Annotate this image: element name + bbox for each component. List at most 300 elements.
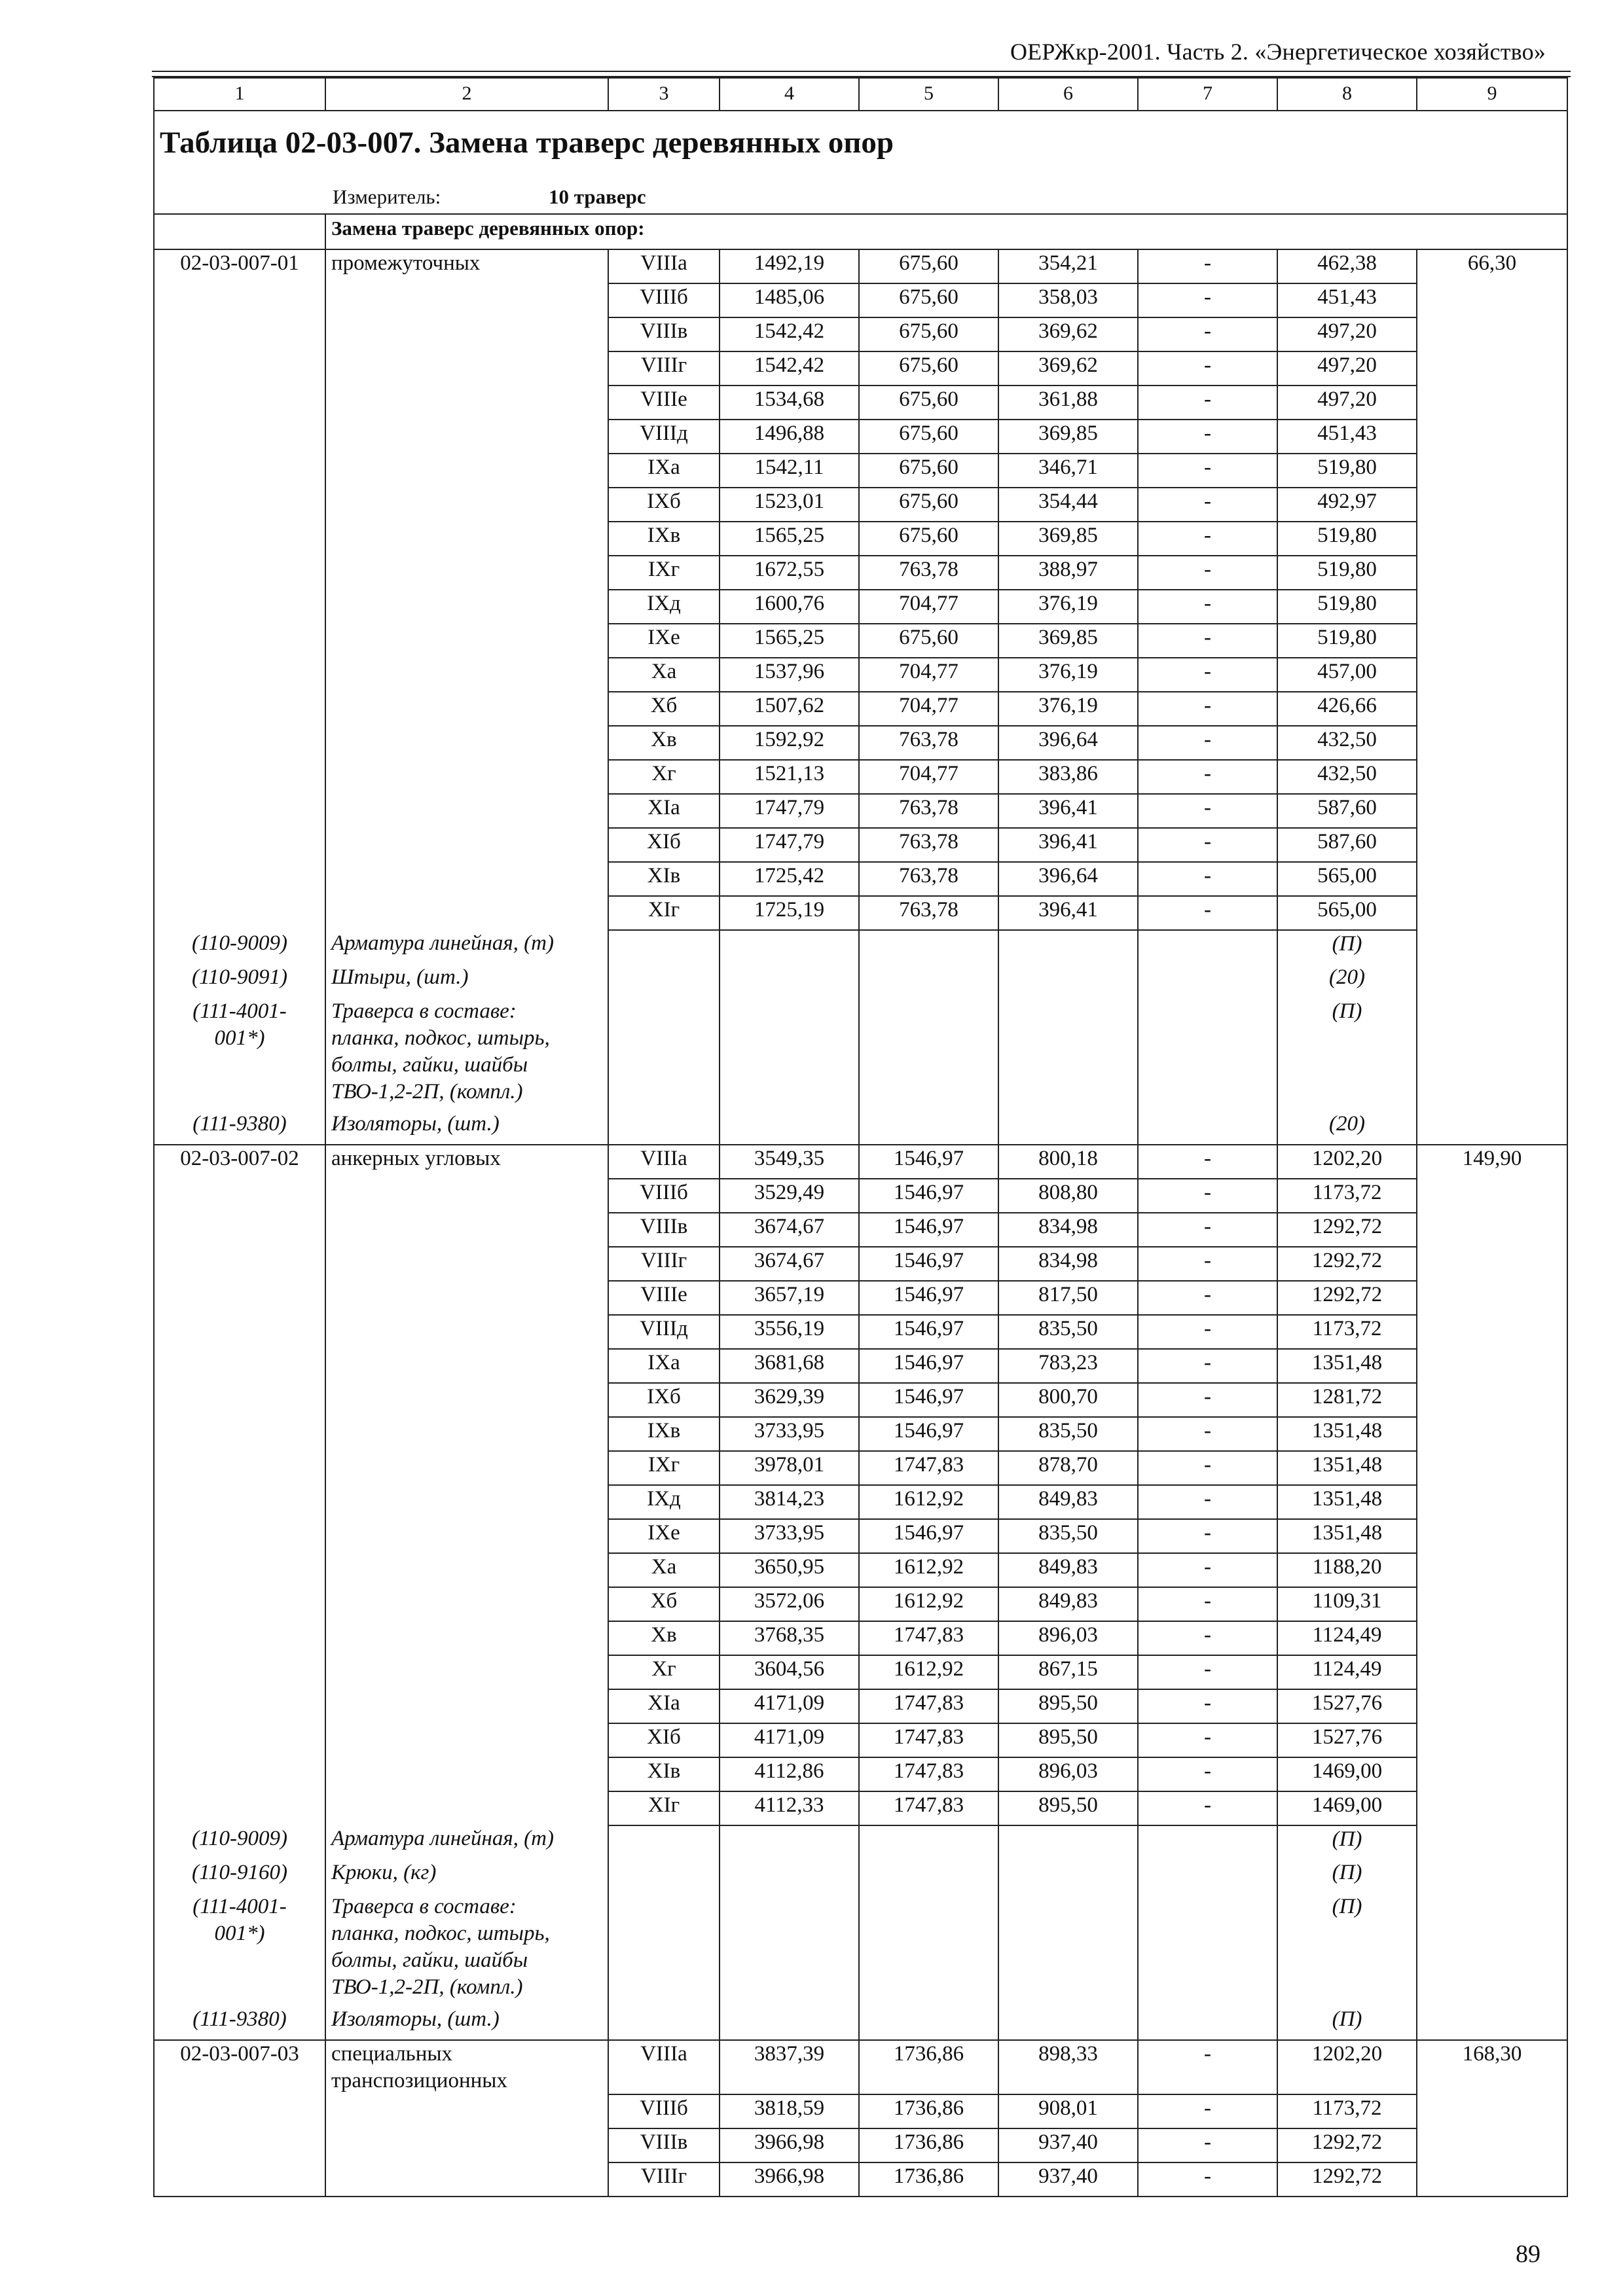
materials-cost: 492,97: [1277, 488, 1417, 522]
table-row: [154, 488, 1567, 522]
pole-type: IXе: [608, 1519, 720, 1553]
driver-wages: -: [1138, 249, 1277, 283]
table-row: [154, 1723, 1567, 1757]
empty-cell: [325, 1791, 608, 1825]
empty-cell: [325, 1723, 608, 1757]
header-rule: [152, 71, 1571, 72]
pole-type: VIIIв: [608, 317, 720, 351]
labor-wages: 763,78: [859, 556, 998, 590]
empty-cell: [154, 1587, 325, 1621]
labor-wages: 1747,83: [859, 1689, 998, 1723]
driver-wages: -: [1138, 2094, 1277, 2128]
table-row: [154, 249, 1567, 283]
resource-quantity: (П): [1277, 998, 1417, 1111]
empty-cell: [1417, 522, 1567, 556]
total-cost: 3657,19: [720, 1281, 859, 1315]
materials-cost: 1188,20: [1277, 1553, 1417, 1587]
empty-cell: [1417, 1315, 1567, 1349]
total-cost: 3529,49: [720, 1179, 859, 1213]
empty-cell: [859, 998, 998, 1111]
empty-cell: [154, 420, 325, 454]
empty-cell: [154, 862, 325, 896]
unit-label: Измеритель:: [333, 185, 441, 208]
driver-wages: -: [1138, 1553, 1277, 1587]
pole-type: IXб: [608, 488, 720, 522]
unit-row: [154, 181, 1567, 214]
machine-cost: 800,18: [998, 1145, 1138, 1179]
column-number: 4: [720, 78, 859, 111]
empty-cell: [154, 1179, 325, 1213]
machine-cost: 783,23: [998, 1349, 1138, 1383]
empty-cell: [1417, 794, 1567, 828]
table-row: [154, 692, 1567, 726]
resource-code: (111-4001- 001*): [154, 998, 325, 1111]
total-cost: 3629,39: [720, 1383, 859, 1417]
empty-cell: [154, 1213, 325, 1247]
pole-type: VIIIб: [608, 283, 720, 317]
page-number: 89: [1516, 2240, 1541, 2268]
total-cost: 1537,96: [720, 658, 859, 692]
driver-wages: -: [1138, 556, 1277, 590]
driver-wages: -: [1138, 522, 1277, 556]
labor-wages: 1736,86: [859, 2094, 998, 2128]
pole-type: IXа: [608, 454, 720, 488]
empty-cell: [1417, 1451, 1567, 1485]
total-cost: 3818,59: [720, 2094, 859, 2128]
empty-cell: [1138, 930, 1277, 964]
driver-wages: -: [1138, 624, 1277, 658]
machine-cost: 354,21: [998, 249, 1138, 283]
labor-wages: 1736,86: [859, 2040, 998, 2094]
driver-wages: -: [1138, 2128, 1277, 2162]
machine-cost: 396,41: [998, 794, 1138, 828]
empty-cell: [325, 862, 608, 896]
resource-name: Штыри, (шт.): [325, 964, 608, 998]
resource-code: (110-9009): [154, 1825, 325, 1859]
machine-cost: 898,33: [998, 2040, 1138, 2094]
machine-cost: 376,19: [998, 590, 1138, 624]
column-number: 8: [1277, 78, 1417, 111]
driver-wages: -: [1138, 1179, 1277, 1213]
materials-cost: 1124,49: [1277, 1655, 1417, 1689]
empty-cell: [1138, 1111, 1277, 1145]
table-row: [154, 1145, 1567, 1179]
machine-cost: 937,40: [998, 2128, 1138, 2162]
empty-cell: [1417, 1281, 1567, 1315]
table-row: [154, 420, 1567, 454]
empty-cell: [154, 726, 325, 760]
empty-cell: [154, 624, 325, 658]
empty-cell: [998, 1893, 1138, 2006]
empty-cell: [154, 590, 325, 624]
labor-wages: 763,78: [859, 794, 998, 828]
empty-cell: [325, 1519, 608, 1553]
pole-type: Xг: [608, 1655, 720, 1689]
table-row: [154, 2040, 1567, 2094]
machine-cost: 361,88: [998, 386, 1138, 420]
machine-cost: 396,41: [998, 828, 1138, 862]
empty-cell: [154, 658, 325, 692]
table-row: [154, 1621, 1567, 1655]
pole-type: VIIIг: [608, 351, 720, 386]
pole-type: Xб: [608, 1587, 720, 1621]
resource-row: [154, 930, 1567, 964]
materials-cost: 1173,72: [1277, 2094, 1417, 2128]
resource-code: (111-9380): [154, 2006, 325, 2040]
total-cost: 3674,67: [720, 1247, 859, 1281]
empty-cell: [325, 624, 608, 658]
machine-cost: 908,01: [998, 2094, 1138, 2128]
work-name: промежуточных: [325, 249, 608, 283]
empty-cell: [608, 930, 720, 964]
pole-type: IXв: [608, 522, 720, 556]
empty-cell: [154, 1519, 325, 1553]
empty-cell: [325, 1247, 608, 1281]
resource-name: Изоляторы, (шт.): [325, 1111, 608, 1145]
machine-cost: 895,50: [998, 1689, 1138, 1723]
empty-cell: [1417, 1247, 1567, 1281]
empty-cell: [325, 2162, 608, 2197]
materials-cost: 519,80: [1277, 624, 1417, 658]
empty-cell: [1138, 1893, 1277, 2006]
column-number: 3: [608, 78, 720, 111]
empty-cell: [608, 1859, 720, 1893]
empty-cell: [1417, 658, 1567, 692]
column-number-row: [154, 78, 1567, 111]
pole-type: IXг: [608, 1451, 720, 1485]
total-cost: 3733,95: [720, 1417, 859, 1451]
resource-row: [154, 1893, 1567, 2006]
pole-type: IXг: [608, 556, 720, 590]
total-cost: 1542,42: [720, 317, 859, 351]
labor-wages: 704,77: [859, 590, 998, 624]
empty-cell: [325, 896, 608, 930]
resource-code: (110-9091): [154, 964, 325, 998]
empty-cell: [154, 1349, 325, 1383]
empty-cell: [608, 964, 720, 998]
driver-wages: -: [1138, 1145, 1277, 1179]
table-title: Таблица 02-03-007. Замена траверс деревянных опор: [154, 111, 1567, 181]
materials-cost: 1351,48: [1277, 1485, 1417, 1519]
empty-cell: [325, 828, 608, 862]
materials-cost: 1124,49: [1277, 1621, 1417, 1655]
pole-type: VIIIв: [608, 1213, 720, 1247]
empty-cell: [154, 1281, 325, 1315]
driver-wages: -: [1138, 1451, 1277, 1485]
empty-cell: [154, 488, 325, 522]
empty-cell: [1417, 1349, 1567, 1383]
empty-cell: [154, 1689, 325, 1723]
pole-type: XIа: [608, 1689, 720, 1723]
empty-cell: [1138, 964, 1277, 998]
labor-wages: 704,77: [859, 658, 998, 692]
materials-cost: 519,80: [1277, 556, 1417, 590]
materials-cost: 462,38: [1277, 249, 1417, 283]
driver-wages: -: [1138, 1587, 1277, 1621]
table-row: [154, 522, 1567, 556]
total-cost: 1523,01: [720, 488, 859, 522]
labor-wages: 675,60: [859, 624, 998, 658]
pole-type: IXб: [608, 1383, 720, 1417]
materials-cost: 1173,72: [1277, 1315, 1417, 1349]
materials-cost: 1292,72: [1277, 1247, 1417, 1281]
driver-wages: -: [1138, 386, 1277, 420]
empty-cell: [1417, 420, 1567, 454]
total-cost: 1747,79: [720, 828, 859, 862]
empty-cell: [608, 2006, 720, 2040]
machine-cost: 896,03: [998, 1757, 1138, 1791]
empty-cell: [1138, 1859, 1277, 1893]
driver-wages: -: [1138, 1349, 1277, 1383]
empty-cell: [1417, 862, 1567, 896]
table-row: [154, 1179, 1567, 1213]
machine-cost: 369,62: [998, 317, 1138, 351]
empty-cell: [325, 488, 608, 522]
materials-cost: 451,43: [1277, 420, 1417, 454]
empty-cell: [720, 1859, 859, 1893]
materials-cost: 1292,72: [1277, 2128, 1417, 2162]
empty-cell: [1417, 1485, 1567, 1519]
materials-cost: 565,00: [1277, 896, 1417, 930]
labor-wages: 1546,97: [859, 1179, 998, 1213]
empty-cell: [325, 1757, 608, 1791]
empty-cell: [154, 454, 325, 488]
table-row: [154, 1587, 1567, 1621]
labor-wages: 1546,97: [859, 1519, 998, 1553]
column-number: 9: [1417, 78, 1567, 111]
table-row: [154, 283, 1567, 317]
empty-cell: [154, 760, 325, 794]
empty-cell: [325, 351, 608, 386]
empty-cell: [154, 896, 325, 930]
resource-row: [154, 2006, 1567, 2040]
empty-cell: [1417, 726, 1567, 760]
materials-cost: 1351,48: [1277, 1451, 1417, 1485]
empty-cell: [1417, 998, 1567, 1111]
empty-cell: [1417, 1213, 1567, 1247]
driver-wages: -: [1138, 794, 1277, 828]
empty-cell: [154, 692, 325, 726]
empty-cell: [325, 1417, 608, 1451]
labor-wages: 1546,97: [859, 1417, 998, 1451]
total-cost: 1492,19: [720, 249, 859, 283]
pole-type: IXд: [608, 590, 720, 624]
resource-quantity: (П): [1277, 1893, 1417, 2006]
machine-cost: 808,80: [998, 1179, 1138, 1213]
empty-cell: [154, 386, 325, 420]
total-cost: 1542,42: [720, 351, 859, 386]
empty-cell: [1417, 1893, 1567, 2006]
empty-cell: [720, 1825, 859, 1859]
resource-code: (110-9160): [154, 1859, 325, 1893]
empty-cell: [1417, 1723, 1567, 1757]
empty-cell: [1138, 998, 1277, 1111]
table-row: [154, 1315, 1567, 1349]
total-cost: 1672,55: [720, 556, 859, 590]
pole-type: VIIIа: [608, 249, 720, 283]
pole-type: IXв: [608, 1417, 720, 1451]
empty-cell: [325, 420, 608, 454]
empty-cell: [1417, 556, 1567, 590]
empty-cell: [1417, 283, 1567, 317]
machine-cost: 369,62: [998, 351, 1138, 386]
empty-cell: [154, 1621, 325, 1655]
labor-wages: 1546,97: [859, 1349, 998, 1383]
empty-cell: [325, 1587, 608, 1621]
total-cost: 3572,06: [720, 1587, 859, 1621]
machine-cost: 354,44: [998, 488, 1138, 522]
work-name: анкерных угловых: [325, 1145, 608, 1179]
total-cost: 1747,79: [720, 794, 859, 828]
rate-code: 02-03-007-02: [154, 1145, 325, 1179]
table-row: [154, 1485, 1567, 1519]
labor-wages: 704,77: [859, 692, 998, 726]
empty-cell: [998, 1111, 1138, 1145]
table-row: [154, 794, 1567, 828]
labor-wages: 704,77: [859, 760, 998, 794]
labor-hours: 168,30: [1417, 2040, 1567, 2094]
empty-cell: [325, 1553, 608, 1587]
empty-cell: [154, 522, 325, 556]
total-cost: 4112,86: [720, 1757, 859, 1791]
table-row: [154, 1383, 1567, 1417]
resource-name: Крюки, (кг): [325, 1859, 608, 1893]
pole-type: Xа: [608, 658, 720, 692]
empty-cell: [1417, 1791, 1567, 1825]
driver-wages: -: [1138, 760, 1277, 794]
labor-wages: 1747,83: [859, 1757, 998, 1791]
table-row: [154, 590, 1567, 624]
empty-cell: [325, 1281, 608, 1315]
empty-cell: [325, 386, 608, 420]
machine-cost: 849,83: [998, 1553, 1138, 1587]
resource-quantity: (П): [1277, 2006, 1417, 2040]
empty-cell: [859, 1893, 998, 2006]
labor-hours: 149,90: [1417, 1145, 1567, 1179]
pole-type: XIв: [608, 862, 720, 896]
empty-cell: [325, 692, 608, 726]
empty-cell: [998, 964, 1138, 998]
empty-cell: [154, 2128, 325, 2162]
table-row: [154, 1213, 1567, 1247]
labor-wages: 675,60: [859, 522, 998, 556]
materials-cost: 587,60: [1277, 828, 1417, 862]
resource-quantity: (П): [1277, 930, 1417, 964]
empty-cell: [325, 1621, 608, 1655]
total-cost: 3549,35: [720, 1145, 859, 1179]
total-cost: 3681,68: [720, 1349, 859, 1383]
running-header: ОЕРЖкр-2001. Часть 2. «Энергетическое хозяйство»: [1010, 39, 1546, 65]
table-row: [154, 862, 1567, 896]
driver-wages: -: [1138, 658, 1277, 692]
empty-cell: [154, 794, 325, 828]
resource-name: Траверса в составе: планка, подкос, штырь, болты, гайки, шайбы ТВО-1,2-2П, (компл.): [325, 1893, 608, 2006]
empty-cell: [154, 283, 325, 317]
materials-cost: 565,00: [1277, 862, 1417, 896]
labor-wages: 1612,92: [859, 1553, 998, 1587]
empty-cell: [154, 351, 325, 386]
empty-cell: [1417, 930, 1567, 964]
pole-type: Xг: [608, 760, 720, 794]
empty-cell: [325, 1485, 608, 1519]
rate-code: 02-03-007-03: [154, 2040, 325, 2094]
total-cost: 3556,19: [720, 1315, 859, 1349]
total-cost: 1565,25: [720, 522, 859, 556]
empty-cell: [859, 2006, 998, 2040]
empty-cell: [325, 794, 608, 828]
column-number: 5: [859, 78, 998, 111]
driver-wages: -: [1138, 1757, 1277, 1791]
materials-cost: 1469,00: [1277, 1791, 1417, 1825]
pole-type: VIIIв: [608, 2128, 720, 2162]
machine-cost: 369,85: [998, 420, 1138, 454]
table-row: [154, 896, 1567, 930]
labor-hours: 66,30: [1417, 249, 1567, 283]
labor-wages: 1546,97: [859, 1145, 998, 1179]
empty-cell: [720, 964, 859, 998]
empty-cell: [325, 556, 608, 590]
table-row: [154, 1349, 1567, 1383]
empty-cell: [154, 1723, 325, 1757]
empty-cell: [325, 2094, 608, 2128]
empty-cell: [154, 214, 325, 249]
driver-wages: -: [1138, 1213, 1277, 1247]
empty-cell: [998, 2006, 1138, 2040]
table-row: [154, 1417, 1567, 1451]
resource-code: (110-9009): [154, 930, 325, 964]
empty-cell: [608, 1111, 720, 1145]
total-cost: 3768,35: [720, 1621, 859, 1655]
machine-cost: 834,98: [998, 1213, 1138, 1247]
materials-cost: 1527,76: [1277, 1723, 1417, 1757]
empty-cell: [1417, 760, 1567, 794]
empty-cell: [154, 1315, 325, 1349]
materials-cost: 1351,48: [1277, 1349, 1417, 1383]
empty-cell: [154, 2094, 325, 2128]
table-row: [154, 1519, 1567, 1553]
empty-cell: [1417, 2128, 1567, 2162]
labor-wages: 675,60: [859, 488, 998, 522]
resource-row: [154, 1859, 1567, 1893]
driver-wages: -: [1138, 283, 1277, 317]
resource-quantity: (20): [1277, 1111, 1417, 1145]
empty-cell: [1417, 1417, 1567, 1451]
labor-wages: 1546,97: [859, 1315, 998, 1349]
driver-wages: -: [1138, 454, 1277, 488]
total-cost: 1725,42: [720, 862, 859, 896]
empty-cell: [325, 2128, 608, 2162]
empty-cell: [720, 2006, 859, 2040]
machine-cost: 849,83: [998, 1587, 1138, 1621]
resource-row: [154, 1111, 1567, 1145]
materials-cost: 426,66: [1277, 692, 1417, 726]
materials-cost: 1292,72: [1277, 1213, 1417, 1247]
empty-cell: [1417, 454, 1567, 488]
machine-cost: 895,50: [998, 1791, 1138, 1825]
resource-row: [154, 1825, 1567, 1859]
machine-cost: 849,83: [998, 1485, 1138, 1519]
total-cost: 4171,09: [720, 1689, 859, 1723]
empty-cell: [1417, 828, 1567, 862]
materials-cost: 1202,20: [1277, 2040, 1417, 2094]
empty-cell: [720, 1111, 859, 1145]
materials-cost: 1202,20: [1277, 1145, 1417, 1179]
table-row: [154, 2162, 1567, 2197]
empty-cell: [325, 760, 608, 794]
pole-type: VIIIд: [608, 1315, 720, 1349]
empty-cell: [1138, 2006, 1277, 2040]
driver-wages: -: [1138, 2040, 1277, 2094]
